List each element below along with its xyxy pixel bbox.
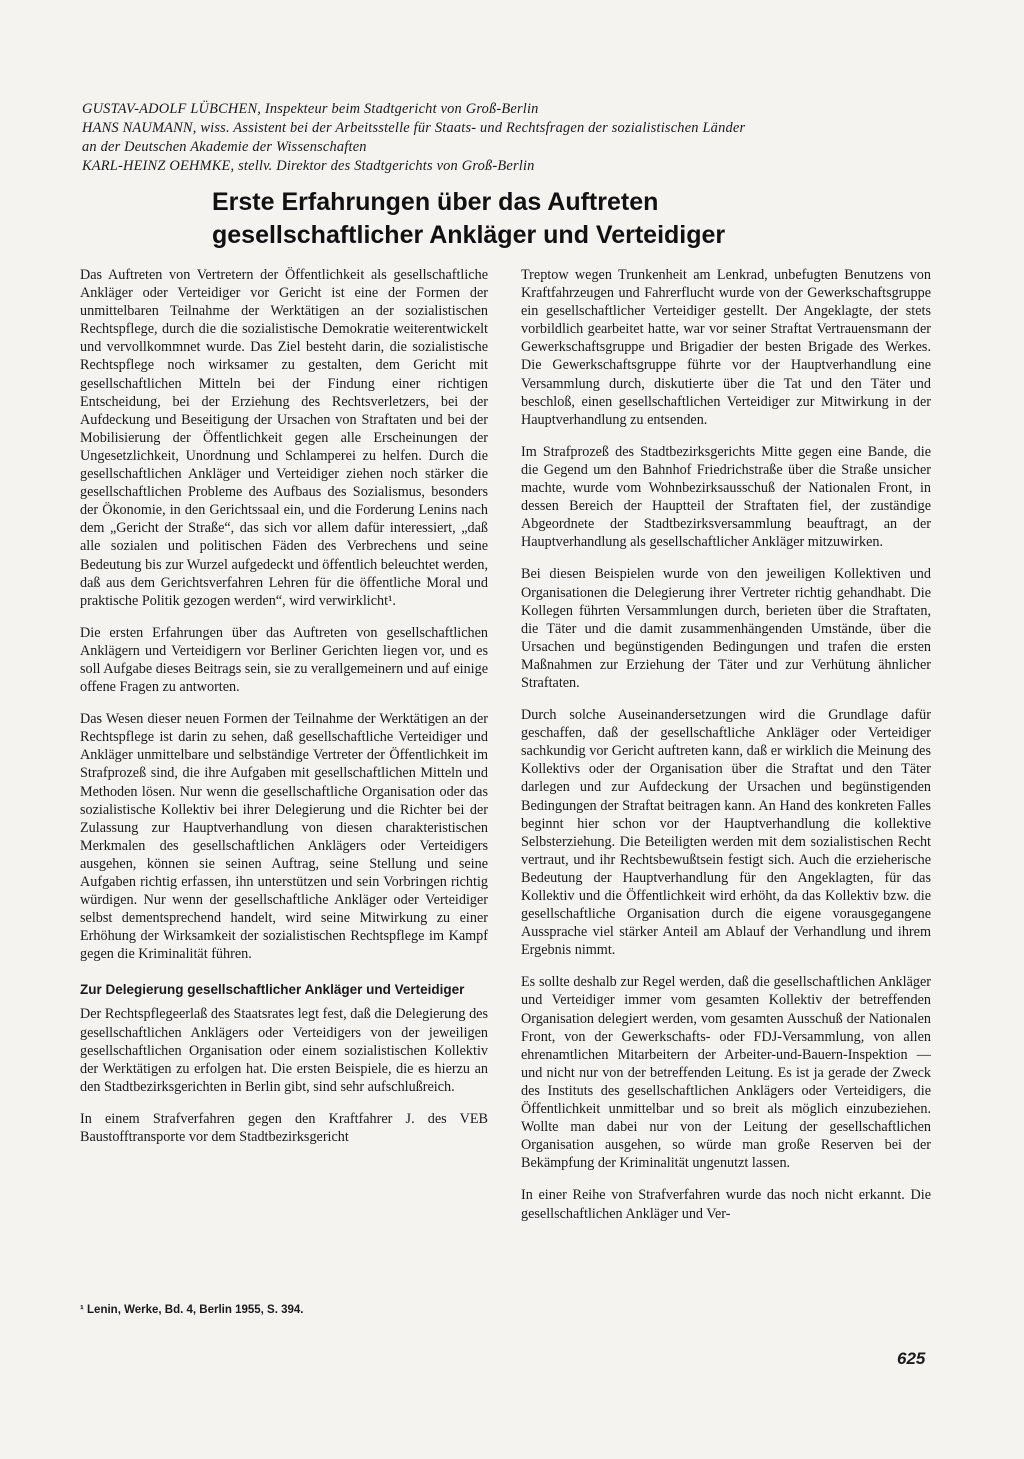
paragraph: Treptow wegen Trunkenheit am Lenkrad, unbefugten Benutzens von Kraftfahrzeugen und Fahrerflucht wurde von der Gewerkschaftsgruppe ein gesellschaftlicher Verteidiger gestellt. Der Angeklagte, der stets vorbildlich gearbeitet hatte, war vor seiner Straftat Vertrauensmann der Gewerkschaftsgruppe und Brigadier der besten Brigade des Werkes. Die Gewerkschaftsgruppe führte vor der Hauptverhandlung eine Versammlung durch, diskutierte über die Tat und den Täter und beschloß, einen gesellschaftlichen Verteidiger zur Mitwirkung in der Hauptverhandlung zu entsenden.	[521, 267, 931, 428]
author-name: KARL-HEINZ OEHMKE,	[82, 158, 235, 174]
article-title	[212, 186, 832, 252]
paragraph: Das Auftreten von Vertretern der Öffentlichkeit als gesellschaftliche Ankläger oder Verteidiger vor Gericht ist eine der Formen der unmittelbaren Teilnahme der Werktätigen an der sozialistischen Rechtspflege, durch die die sozialistische Demokratie weiterentwickelt und vervollkommnet wurde. Das Ziel besteht darin, die sozialistische Rechtspflege noch wirksamer zu gestalten, dem Gericht mit gesellschaftlichen Mitteln bei der Findung einer richtigen Entscheidung, bei der Erziehung des Rechtsverletzers, bei der Aufdeckung und Beseitigung der Ursachen von Straftaten und bei der Mobilisierung der Öffentlichkeit gegen alle Erscheinungen der Ungesetzlichkeit, Unordnung und Schlamperei zu helfen. Durch die gesellschaftlichen Ankläger und Verteidiger ziehen noch stärker die gesellschaftlichen Probleme des Aufbaus des Sozialismus, besonders der Ökonomie, in den Gerichtssaal ein, und die Forderung Lenins nach dem „Gericht der Straße“, das sich vor allem dafür interessiert, „daß alle sozialen und politischen Fäden des Verbrechens und seine Bedeutung bis zur Wurzel aufgedeckt und öffentlich beleuchtet werden, daß aus dem Gerichtsverfahren Lehren für die öffentliche Moral und praktische Politik gezogen werden“, wird verwirklicht¹.	[80, 267, 488, 609]
left-column	[80, 266, 488, 1160]
paragraph: In einer Reihe von Strafverfahren wurde das noch nicht erkannt. Die gesellschaftlichen Ankläger und Ver-	[521, 1187, 931, 1222]
paragraph: In einem Strafverfahren gegen den Kraftfahrer J. des VEB Baustofftransporte vor dem Stadtbezirksgericht	[80, 1110, 488, 1146]
paragraph: Durch solche Auseinandersetzungen wird die Grundlage dafür geschaffen, daß der gesellschaftliche Ankläger oder Verteidiger sachkundig vor Gericht auftreten kann, daß er wirklich die Meinung des Kollektivs oder der Organisation über die Straftat und den Täter darlegen und zur Aufdeckung der Ursachen und begünstigenden Bedingungen der Straftat beitragen kann. An Hand des konkreten Falles beginnt hier schon vor der Hauptverhandlung die kollektive Selbsterziehung. Die Beteiligten werden mit dem sozialistischen Recht vertraut, und ihr Rechtsbewußtsein festigt sich. Auch die erzieherische Bedeutung der Hauptverhandlung für den Angeklagten, für das Kollektiv und die Öffentlichkeit wird erhöht, da das Kollektiv bzw. die gesellschaftliche Organisation durch die eigene vorausgegangene Aussprache viel stärker Anteil am Ablauf der Verhandlung und ihrem Ergebnis nimmt.	[521, 707, 931, 959]
paragraph: Im Strafprozeß des Stadtbezirksgerichts Mitte gegen eine Bande, die die Gegend um den Bahnhof Friedrichstraße über die Straße unsicher machte, wurde vom Wohnbezirksausschuß der Nationalen Front, in dessen Bereich der Hauptteil der Straftaten fiel, der zuständige Abgeordnete der Stadtbezirksversammlung beauftragt, an der Hauptverhandlung als gesellschaftlicher Ankläger mitzuwirken.	[521, 443, 931, 551]
author-name: GUSTAV-ADOLF LÜBCHEN,	[82, 101, 262, 117]
title-line-2: gesellschaftlicher Ankläger und Verteidiger	[212, 221, 726, 249]
author-line	[82, 119, 952, 138]
author-role: Inspekteur beim Stadtgericht von Groß-Berlin	[264, 101, 539, 117]
author-role: an der Deutschen Akademie der Wissenschaften	[82, 139, 367, 155]
section-heading: Zur Delegierung gesellschaftlicher Ankläger und Verteidiger	[80, 982, 465, 998]
page-number: 625	[897, 1349, 926, 1368]
author-line	[82, 138, 952, 157]
author-name: HANS NAUMANN,	[82, 120, 197, 136]
paragraph: Das Wesen dieser neuen Formen der Teilnahme der Werktätigen an der Rechtspflege ist darin zu sehen, daß gesellschaftliche Verteidiger und Ankläger unmittelbare und selbständige Vertreter der Öffentlichkeit im Strafprozeß sind, die ihre Aufgaben mit gesellschaftlichen Mitteln und Methoden lösen. Nur wenn die gesellschaftliche Organisation oder das sozialistische Kollektiv bei ihrer Delegierung und die Richter bei der Zulassung zur Hauptverhandlung von diesen charakteristischen Merkmalen des gesellschaftlichen Anklägers oder Verteidigers ausgehen, können sie seinen Auftrag, seine Stellung und seine Aufgaben richtig erfassen, ihn unterstützen und sein Vorbringen richtig würdigen. Nur wenn der gesellschaftliche Ankläger oder Verteidiger selbst dementsprechend handelt, wird seine Mitwirkung zu einer Erhöhung der Wirksamkeit der sozialistischen Rechtspflege im Kampf gegen die Kriminalität führen.	[80, 711, 488, 963]
footnote: ¹ Lenin, Werke, Bd. 4, Berlin 1955, S. 394.	[80, 1304, 304, 1316]
paragraph: Die ersten Erfahrungen über das Auftreten von gesellschaftlichen Anklägern und Verteidigern vor Berliner Gerichten liegen vor, und es soll Aufgabe dieses Beitrags sein, sie zu verallgemeinern und auf einige offene Fragen zu antworten.	[80, 624, 488, 696]
author-line	[82, 157, 952, 176]
paragraph: Bei diesen Beispielen wurde von den jeweiligen Kollektiven und Organisationen die Delegierung ihrer Vertreter richtig gehandhabt. Die Kollegen führten Versammlungen durch, berieten über die Straftaten, die Täter und die damit zusammenhängenden Umstände, über die Ursachen und begünstigenden Bedingungen und trafen die ersten Maßnahmen zur Erziehung der Täter und zur Verhütung ähnlicher Straftaten.	[521, 566, 931, 691]
title-line-1: Erste Erfahrungen über das Auftreten	[212, 188, 659, 216]
paragraph: Es sollte deshalb zur Regel werden, daß die gesellschaftlichen Ankläger und Verteidiger immer vom gesamten Kollektiv der betreffenden Organisation delegiert werden, vom gesamten Ausschuß der Nationalen Front, von der Gewerkschafts- oder FDJ-Versammlung, von allen ehrenamtlichen Mitarbeitern der Arbeiter-und-Bauern-Inspektion — und nicht nur von der betreffenden Leitung. Es ist ja gerade der Zweck des Instituts des gesellschaftlichen Anklägers oder Verteidigers, die Öffentlichkeit unmittelbar und so breit als möglich einzubeziehen. Wollte man dabei nur von der Leitung der gesellschaftlichen Organisation ausgehen, so würde man große Reserven bei der Bekämpfung der Kriminalität ungenutzt lassen.	[521, 974, 931, 1172]
author-role: wiss. Assistent bei der Arbeitsstelle für Staats- und Rechtsfragen der sozialistischen Länder	[200, 120, 746, 136]
author-role: stellv. Direktor des Stadtgerichts von Groß-Berlin	[238, 158, 535, 174]
right-column	[521, 266, 931, 1237]
author-list	[82, 100, 952, 176]
paragraph: Der Rechtspflegeerlaß des Staatsrates legt fest, daß die Delegierung des gesellschaftlichen Anklägers oder Verteidigers von der jeweiligen gesellschaftlichen Organisation oder einem sozialistischen Kollektiv der Werktätigen zu erfolgen hat. Die ersten Beispiele, die es hierzu an den Stadtbezirksgerichten in Berlin gibt, sind sehr aufschlußreich.	[80, 1006, 488, 1095]
author-line	[82, 100, 952, 119]
